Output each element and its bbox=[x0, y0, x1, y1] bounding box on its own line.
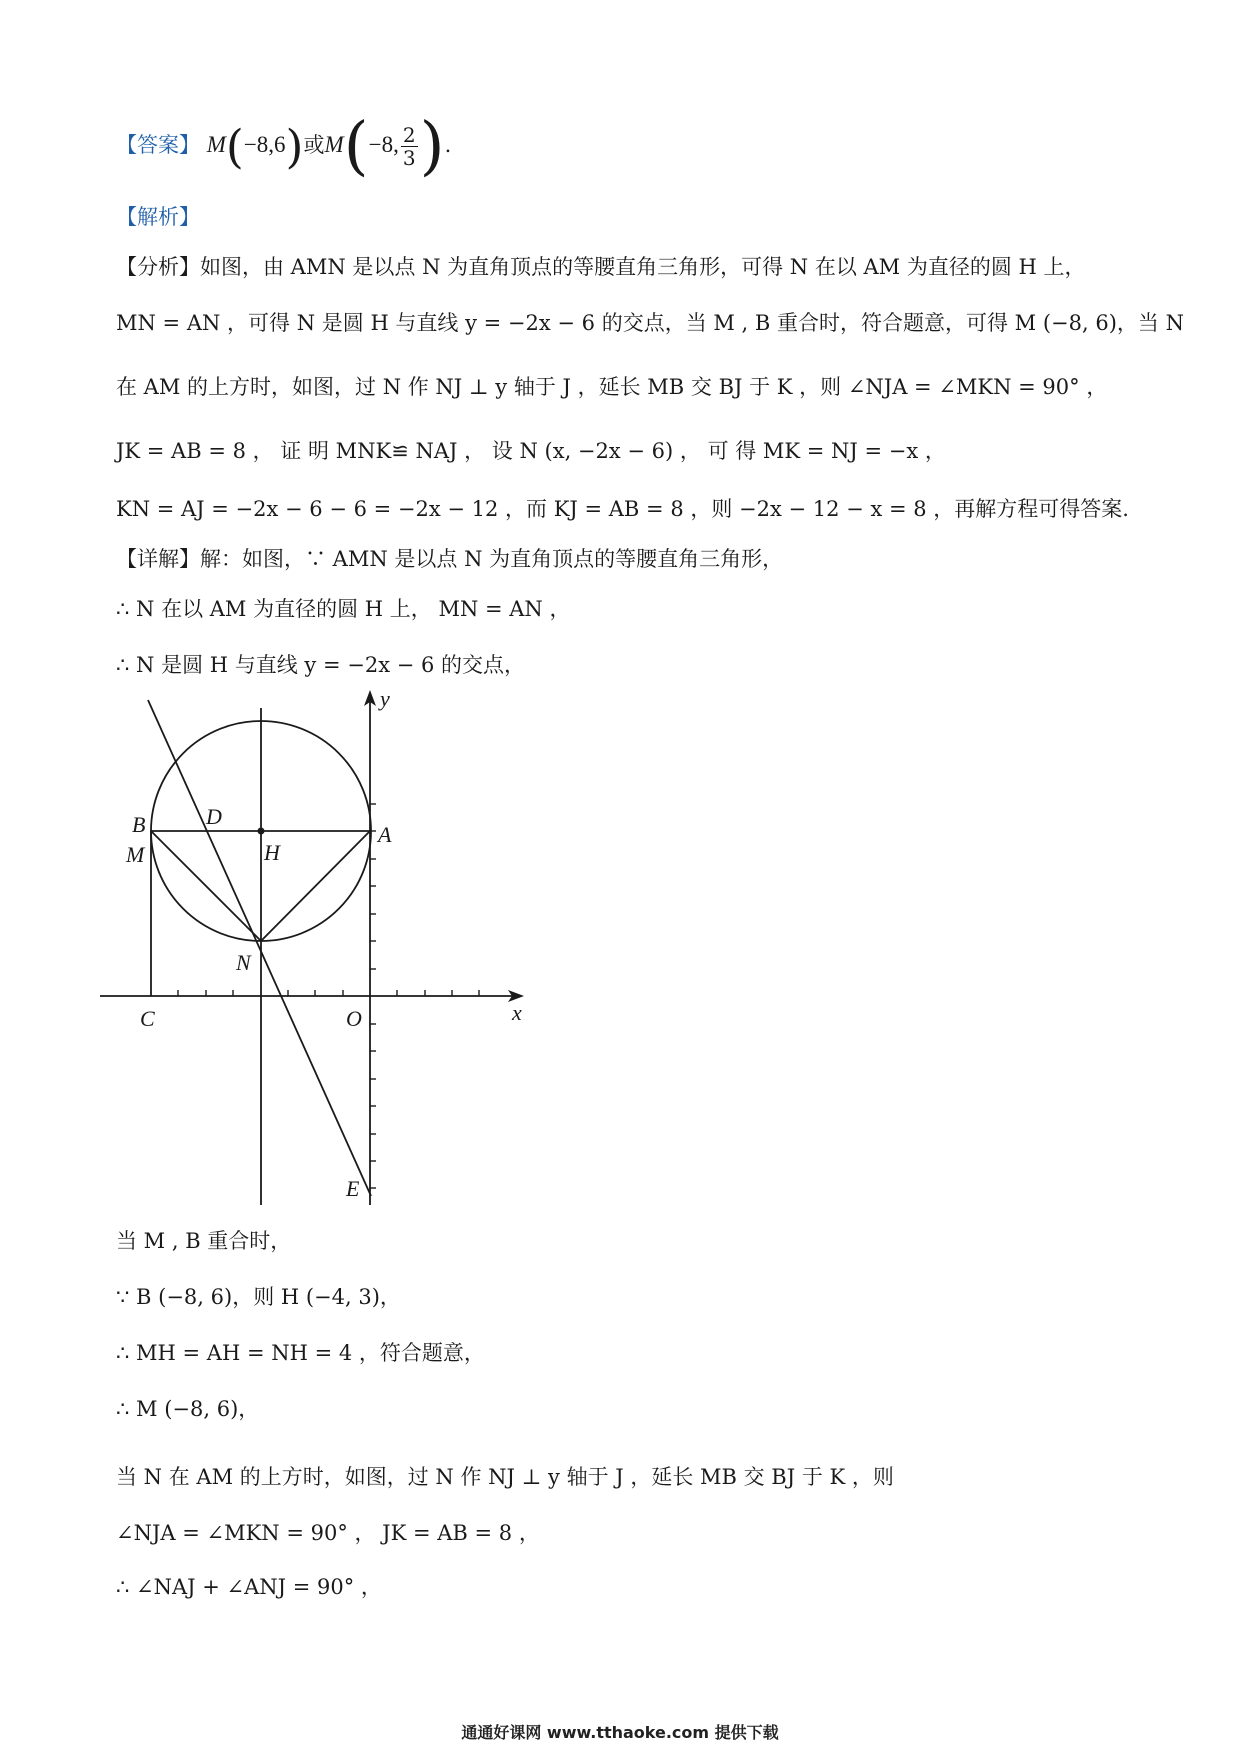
label-a: A bbox=[378, 822, 392, 847]
answer-line bbox=[116, 109, 452, 184]
answer-m2-label: M bbox=[324, 132, 344, 157]
answer-fraction bbox=[401, 124, 418, 169]
fraction-numerator: 2 bbox=[402, 123, 416, 147]
text-line-3: 在 AM 的上方时，如图，过 N 作 NJ ⊥ y 轴于 J ，延长 MB 交 BJ 于 K ，则 ∠NJA = ∠MKN = 90° ， bbox=[116, 375, 1108, 399]
text-line-5: KN = AJ = −2x − 6 − 6 = −2x − 12 ，而 KJ = AB = 8 ，则 −2x − 12 − x = 8 ，再解方程可得答案. bbox=[116, 497, 1129, 521]
text-line-14: ∠NJA = ∠MKN = 90° ， JK = AB = 8 ， bbox=[116, 1521, 540, 1545]
page-footer: 通通好课网 www.tthaoke.com 提供下载 bbox=[461, 1723, 779, 1742]
text-line-15: ∴ ∠NAJ + ∠ANJ = 90° ， bbox=[116, 1575, 382, 1599]
label-m: M bbox=[126, 842, 145, 867]
x-axis-ticks bbox=[178, 990, 479, 996]
text-line-12: ∴ M (−8, 6)， bbox=[116, 1397, 260, 1421]
segment-mn bbox=[151, 831, 261, 941]
label-x: x bbox=[512, 1000, 522, 1025]
answer-tag: 【答案】 bbox=[116, 133, 200, 157]
point-h bbox=[258, 828, 265, 835]
label-b: B bbox=[132, 812, 146, 837]
text-line-13: 当 N 在 AM 的上方时，如图，过 N 作 NJ ⊥ y 轴于 J ，延长 MB 交 BJ 于 K ，则 bbox=[116, 1465, 894, 1489]
text-line-7: ∴ N 在以 AM 为直径的圆 H 上， MN = AN ， bbox=[116, 597, 571, 621]
label-y: y bbox=[380, 690, 390, 711]
paren-close: ) bbox=[285, 119, 304, 174]
answer-m1-coords: −8,6 bbox=[243, 132, 286, 157]
text-line-11: ∴ MH = AH = NH = 4 ，符合题意， bbox=[116, 1341, 485, 1365]
label-e: E bbox=[346, 1176, 360, 1201]
paren-open-2: ( bbox=[343, 109, 369, 184]
text-line-6: 【详解】解：如图，∵ AMN 是以点 N 为直角顶点的等腰直角三角形， bbox=[116, 547, 784, 571]
text-line-8: ∴ N 是圆 H 与直线 y = −2x − 6 的交点， bbox=[116, 653, 526, 677]
answer-period: . bbox=[444, 133, 452, 157]
label-h: H bbox=[264, 840, 280, 865]
text-line-9: 当 M , B 重合时， bbox=[116, 1229, 292, 1253]
text-line-1: 【分析】如图，由 AMN 是以点 N 为直角顶点的等腰直角三角形，可得 N 在以 AM 为直径的圆 H 上， bbox=[116, 255, 1086, 279]
label-d: D bbox=[206, 804, 222, 829]
label-n: N bbox=[236, 950, 251, 975]
answer-or: 或 bbox=[303, 133, 325, 157]
label-c: C bbox=[140, 1006, 155, 1031]
text-line-4: JK = AB = 8 ， 证 明 MNK≌ NAJ ， 设 N (x, −2x − 6) ， 可 得 MK = NJ = −x ， bbox=[116, 439, 946, 463]
geometry-diagram bbox=[100, 690, 600, 1210]
line-de bbox=[148, 700, 371, 1196]
text-line-10: ∵ B (−8, 6)，则 H (−4, 3)， bbox=[116, 1285, 401, 1309]
analysis-tag: 【解析】 bbox=[116, 205, 200, 229]
answer-m2-x: −8, bbox=[368, 132, 399, 157]
label-o: O bbox=[346, 1006, 362, 1031]
paren-close-2: ) bbox=[419, 109, 445, 184]
paren-open: ( bbox=[225, 119, 244, 174]
text-line-2: MN = AN ，可得 N 是圆 H 与直线 y = −2x − 6 的交点，当 M , B 重合时，符合题意，可得 M (−8, 6)，当 N bbox=[116, 311, 1184, 335]
fraction-denominator: 3 bbox=[402, 146, 416, 170]
answer-m1-label: M bbox=[206, 132, 226, 157]
